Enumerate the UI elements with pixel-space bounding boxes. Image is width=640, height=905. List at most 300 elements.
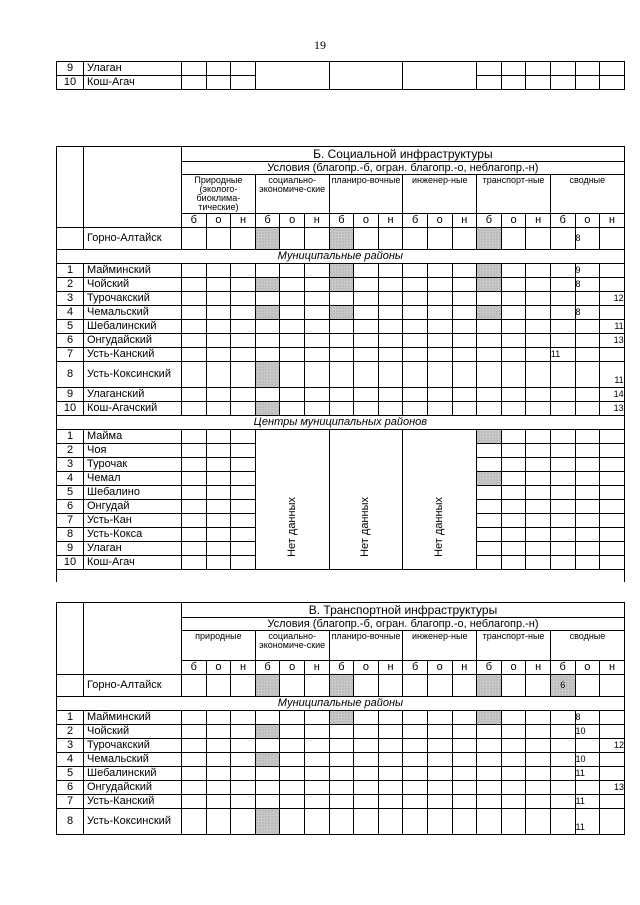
row-number: 2 <box>57 725 84 739</box>
value-cell <box>501 711 526 725</box>
group-heading: Центры муниципальных районов <box>57 416 625 430</box>
value-cell <box>206 334 231 348</box>
value-cell <box>354 278 379 292</box>
value-cell <box>280 739 305 753</box>
row-name: Усть-Кокса <box>84 528 182 542</box>
value-cell <box>477 486 502 500</box>
row-number: 7 <box>57 795 84 809</box>
value-cell <box>182 753 207 767</box>
summary-value: 11 <box>575 767 600 781</box>
value-cell <box>550 725 575 739</box>
header-blank <box>84 603 182 675</box>
condition-letter: о <box>575 214 600 228</box>
value-cell <box>550 292 575 306</box>
value-cell <box>206 348 231 362</box>
group-header: транспорт-ные <box>477 175 551 214</box>
value-cell <box>526 264 551 278</box>
value-cell <box>329 767 354 781</box>
row-number: 5 <box>57 767 84 781</box>
summary-value: 11 <box>575 809 600 835</box>
value-cell <box>477 556 502 570</box>
group-header: инженер-ные <box>403 631 477 661</box>
value-cell <box>575 62 600 76</box>
value-cell <box>231 458 256 472</box>
table-row <box>57 781 625 795</box>
value-cell <box>255 725 280 739</box>
row-name: Чойский <box>84 725 182 739</box>
value-cell <box>452 388 477 402</box>
group-header: сводные <box>550 631 624 661</box>
condition-letter: б <box>550 661 575 675</box>
value-cell <box>600 472 625 486</box>
value-cell <box>354 725 379 739</box>
row-name: Онгудай <box>84 500 182 514</box>
value-cell <box>231 348 256 362</box>
value-cell <box>182 334 207 348</box>
table-row <box>57 753 625 767</box>
value-cell <box>255 795 280 809</box>
value-cell <box>182 711 207 725</box>
value-cell <box>501 781 526 795</box>
value-cell <box>526 472 551 486</box>
no-data-label: Нет данных <box>285 497 298 557</box>
value-cell <box>378 739 403 753</box>
value-cell <box>354 781 379 795</box>
value-cell <box>427 388 452 402</box>
value-cell <box>477 542 502 556</box>
value-cell <box>403 306 428 320</box>
condition-letter: н <box>526 661 551 675</box>
value-cell <box>550 264 575 278</box>
value-cell <box>329 711 354 725</box>
value-cell <box>477 264 502 278</box>
value-cell <box>452 278 477 292</box>
value-cell <box>403 402 428 416</box>
value-cell <box>329 320 354 334</box>
condition-letter: б <box>550 214 575 228</box>
no-data-label: Нет данных <box>359 497 372 557</box>
value-cell <box>255 278 280 292</box>
value-cell <box>206 62 231 76</box>
value-cell <box>354 348 379 362</box>
value-cell <box>501 430 526 444</box>
value-cell <box>477 458 502 472</box>
value-cell <box>501 306 526 320</box>
value-cell <box>501 458 526 472</box>
value-cell <box>182 514 207 528</box>
table-row <box>57 320 625 334</box>
merged-cell <box>329 62 403 90</box>
value-cell <box>526 500 551 514</box>
value-cell <box>452 348 477 362</box>
value-cell <box>427 362 452 388</box>
value-cell <box>182 320 207 334</box>
value-cell <box>182 675 207 697</box>
value-cell <box>354 739 379 753</box>
value-cell <box>526 486 551 500</box>
value-cell <box>304 711 329 725</box>
value-cell <box>206 388 231 402</box>
value-cell <box>304 348 329 362</box>
value-cell <box>329 362 354 388</box>
summary-value: 11 <box>600 362 625 388</box>
value-cell <box>354 402 379 416</box>
value-cell <box>206 675 231 697</box>
value-cell <box>575 362 600 388</box>
summary-value: 11 <box>550 348 575 362</box>
value-cell <box>427 739 452 753</box>
value-cell <box>477 725 502 739</box>
value-cell <box>280 264 305 278</box>
group-header: Природные (эколого-биоклима-тические) <box>182 175 256 214</box>
value-cell <box>231 711 256 725</box>
value-cell <box>280 675 305 697</box>
value-cell <box>329 292 354 306</box>
value-cell <box>255 711 280 725</box>
value-cell <box>427 334 452 348</box>
row-number: 2 <box>57 278 84 292</box>
value-cell <box>280 725 305 739</box>
value-cell <box>600 795 625 809</box>
value-cell <box>526 292 551 306</box>
value-cell <box>477 402 502 416</box>
row-name: Майма <box>84 430 182 444</box>
value-cell <box>477 767 502 781</box>
row-name: Чемальский <box>84 306 182 320</box>
value-cell <box>206 514 231 528</box>
value-cell <box>452 753 477 767</box>
value-cell <box>304 362 329 388</box>
value-cell <box>501 334 526 348</box>
value-cell <box>231 402 256 416</box>
value-cell <box>304 264 329 278</box>
value-cell <box>255 739 280 753</box>
continued-table <box>56 61 625 90</box>
value-cell <box>550 739 575 753</box>
value-cell <box>526 228 551 250</box>
value-cell <box>255 675 280 697</box>
value-cell <box>501 809 526 835</box>
row-number: 1 <box>57 711 84 725</box>
value-cell <box>526 348 551 362</box>
value-cell <box>600 514 625 528</box>
value-cell <box>526 278 551 292</box>
value-cell <box>452 264 477 278</box>
value-cell <box>304 306 329 320</box>
value-cell <box>378 809 403 835</box>
conditions-legend: Условия (благопр.-б, огран. благопр.-о, неблагопр.-н) <box>182 618 625 631</box>
value-cell <box>501 675 526 697</box>
row-name: Кош-Агач <box>84 556 182 570</box>
value-cell <box>550 514 575 528</box>
condition-letter: о <box>501 214 526 228</box>
value-cell <box>600 753 625 767</box>
value-cell <box>550 320 575 334</box>
value-cell <box>354 388 379 402</box>
value-cell <box>600 556 625 570</box>
row-name: Усть-Коксинский <box>84 362 182 388</box>
value-cell <box>526 402 551 416</box>
value-cell <box>477 444 502 458</box>
row-number: 6 <box>57 781 84 795</box>
value-cell <box>452 795 477 809</box>
value-cell <box>575 444 600 458</box>
value-cell <box>452 809 477 835</box>
table-row <box>57 795 625 809</box>
value-cell <box>477 753 502 767</box>
value-cell <box>255 388 280 402</box>
value-cell <box>354 334 379 348</box>
value-cell <box>182 402 207 416</box>
summary-value: 10 <box>575 753 600 767</box>
row-name: Майминский <box>84 711 182 725</box>
value-cell <box>231 62 256 76</box>
row-name: Улаган <box>84 542 182 556</box>
value-cell <box>304 402 329 416</box>
value-cell <box>378 362 403 388</box>
value-cell <box>600 62 625 76</box>
value-cell <box>378 292 403 306</box>
group-row <box>57 250 625 264</box>
value-cell <box>477 514 502 528</box>
value-cell <box>550 402 575 416</box>
value-cell <box>378 388 403 402</box>
row-name: Усть-Кан <box>84 514 182 528</box>
value-cell <box>526 388 551 402</box>
no-data-block <box>255 430 329 570</box>
row-number: 10 <box>57 556 84 570</box>
value-cell <box>378 675 403 697</box>
value-cell <box>354 228 379 250</box>
capital-row <box>57 675 625 697</box>
row-name: Чоя <box>84 444 182 458</box>
value-cell <box>231 278 256 292</box>
value-cell <box>304 753 329 767</box>
row-name: Шебалинский <box>84 767 182 781</box>
value-cell <box>600 500 625 514</box>
value-cell <box>403 320 428 334</box>
value-cell <box>501 264 526 278</box>
condition-letter: б <box>255 214 280 228</box>
condition-letter: о <box>206 661 231 675</box>
value-cell <box>550 362 575 388</box>
condition-letter: о <box>427 661 452 675</box>
value-cell <box>477 228 502 250</box>
value-cell <box>526 753 551 767</box>
row-number: 7 <box>57 514 84 528</box>
value-cell <box>231 228 256 250</box>
value-cell <box>378 278 403 292</box>
value-cell <box>477 76 502 90</box>
row-number: 2 <box>57 444 84 458</box>
value-cell <box>477 739 502 753</box>
value-cell <box>501 556 526 570</box>
value-cell <box>378 725 403 739</box>
value-cell <box>378 264 403 278</box>
value-cell <box>280 767 305 781</box>
value-cell <box>378 306 403 320</box>
value-cell <box>378 767 403 781</box>
value-cell <box>403 781 428 795</box>
row-name: Онгудайский <box>84 781 182 795</box>
row-name: Горно-Алтайск <box>84 228 182 250</box>
condition-letter: н <box>452 214 477 228</box>
row-name: Чойский <box>84 278 182 292</box>
table-row <box>57 767 625 781</box>
section-title-row <box>57 147 625 162</box>
summary-value: 9 <box>575 264 600 278</box>
row-name: Турочак <box>84 458 182 472</box>
section-title: В. Транспортной инфраструктуры <box>182 603 625 618</box>
table-row <box>57 402 625 416</box>
value-cell <box>280 388 305 402</box>
value-cell <box>182 278 207 292</box>
table-row <box>57 388 625 402</box>
condition-letter: н <box>378 661 403 675</box>
table-row <box>57 430 625 444</box>
condition-letter: н <box>600 214 625 228</box>
value-cell <box>477 809 502 835</box>
value-cell <box>255 264 280 278</box>
value-cell <box>206 795 231 809</box>
value-cell <box>304 320 329 334</box>
row-number: 3 <box>57 292 84 306</box>
condition-letter: о <box>354 661 379 675</box>
value-cell <box>427 402 452 416</box>
condition-letter: о <box>575 661 600 675</box>
value-cell <box>427 753 452 767</box>
summary-value: 8 <box>575 228 600 250</box>
row-number: 3 <box>57 739 84 753</box>
condition-letter: б <box>477 214 502 228</box>
value-cell <box>231 781 256 795</box>
value-cell <box>206 228 231 250</box>
value-cell <box>403 228 428 250</box>
value-cell <box>231 388 256 402</box>
value-cell <box>329 725 354 739</box>
value-cell <box>231 472 256 486</box>
value-cell <box>501 320 526 334</box>
value-cell <box>550 711 575 725</box>
value-cell <box>354 795 379 809</box>
value-cell <box>329 753 354 767</box>
value-cell <box>452 711 477 725</box>
value-cell <box>600 725 625 739</box>
row-number: 6 <box>57 334 84 348</box>
header-blank <box>84 147 182 228</box>
value-cell <box>452 334 477 348</box>
value-cell <box>329 781 354 795</box>
value-cell <box>304 795 329 809</box>
value-cell <box>600 444 625 458</box>
condition-letter: б <box>182 661 207 675</box>
value-cell <box>378 228 403 250</box>
value-cell <box>231 809 256 835</box>
condition-letter: о <box>501 661 526 675</box>
table-row <box>57 362 625 388</box>
summary-value: 8 <box>575 711 600 725</box>
value-cell <box>452 306 477 320</box>
summary-value: 14 <box>600 388 625 402</box>
group-header: инженер-ные <box>403 175 477 214</box>
summary-value: 12 <box>600 292 625 306</box>
value-cell <box>600 278 625 292</box>
value-cell <box>575 556 600 570</box>
condition-letter: о <box>280 661 305 675</box>
row-number: 8 <box>57 809 84 835</box>
row-name: Майминский <box>84 264 182 278</box>
value-cell <box>477 795 502 809</box>
value-cell <box>600 675 625 697</box>
row-number: 1 <box>57 430 84 444</box>
value-cell <box>403 767 428 781</box>
value-cell <box>182 228 207 250</box>
value-cell <box>550 753 575 767</box>
value-cell <box>182 292 207 306</box>
value-cell <box>501 795 526 809</box>
value-cell <box>304 725 329 739</box>
value-cell <box>329 348 354 362</box>
value-cell <box>206 278 231 292</box>
value-cell <box>477 500 502 514</box>
value-cell <box>452 320 477 334</box>
value-cell <box>206 556 231 570</box>
value-cell <box>575 388 600 402</box>
value-cell <box>231 739 256 753</box>
condition-letter: б <box>255 661 280 675</box>
value-cell <box>526 306 551 320</box>
value-cell <box>329 809 354 835</box>
value-cell <box>255 781 280 795</box>
value-cell <box>206 264 231 278</box>
group-heading: Муниципальные районы <box>57 250 625 264</box>
value-cell <box>329 795 354 809</box>
value-cell <box>231 753 256 767</box>
value-cell <box>550 542 575 556</box>
condition-letter: б <box>329 661 354 675</box>
condition-letter: б <box>329 214 354 228</box>
social-infrastructure-table <box>56 146 625 582</box>
value-cell <box>182 781 207 795</box>
value-cell <box>550 500 575 514</box>
value-cell <box>600 306 625 320</box>
condition-letter: н <box>304 214 329 228</box>
value-cell <box>600 767 625 781</box>
value-cell <box>182 725 207 739</box>
value-cell <box>575 334 600 348</box>
value-cell <box>304 388 329 402</box>
value-cell <box>255 306 280 320</box>
value-cell <box>427 795 452 809</box>
value-cell <box>378 348 403 362</box>
value-cell <box>575 458 600 472</box>
value-cell <box>403 348 428 362</box>
value-cell <box>403 753 428 767</box>
value-cell <box>403 264 428 278</box>
value-cell <box>477 278 502 292</box>
value-cell <box>477 675 502 697</box>
value-cell <box>231 76 256 90</box>
value-cell <box>575 76 600 90</box>
value-cell <box>231 542 256 556</box>
row-name: Усть-Коксинский <box>84 809 182 835</box>
value-cell <box>206 739 231 753</box>
value-cell <box>477 472 502 486</box>
value-cell <box>600 264 625 278</box>
value-cell <box>182 795 207 809</box>
value-cell <box>501 388 526 402</box>
value-cell <box>182 388 207 402</box>
